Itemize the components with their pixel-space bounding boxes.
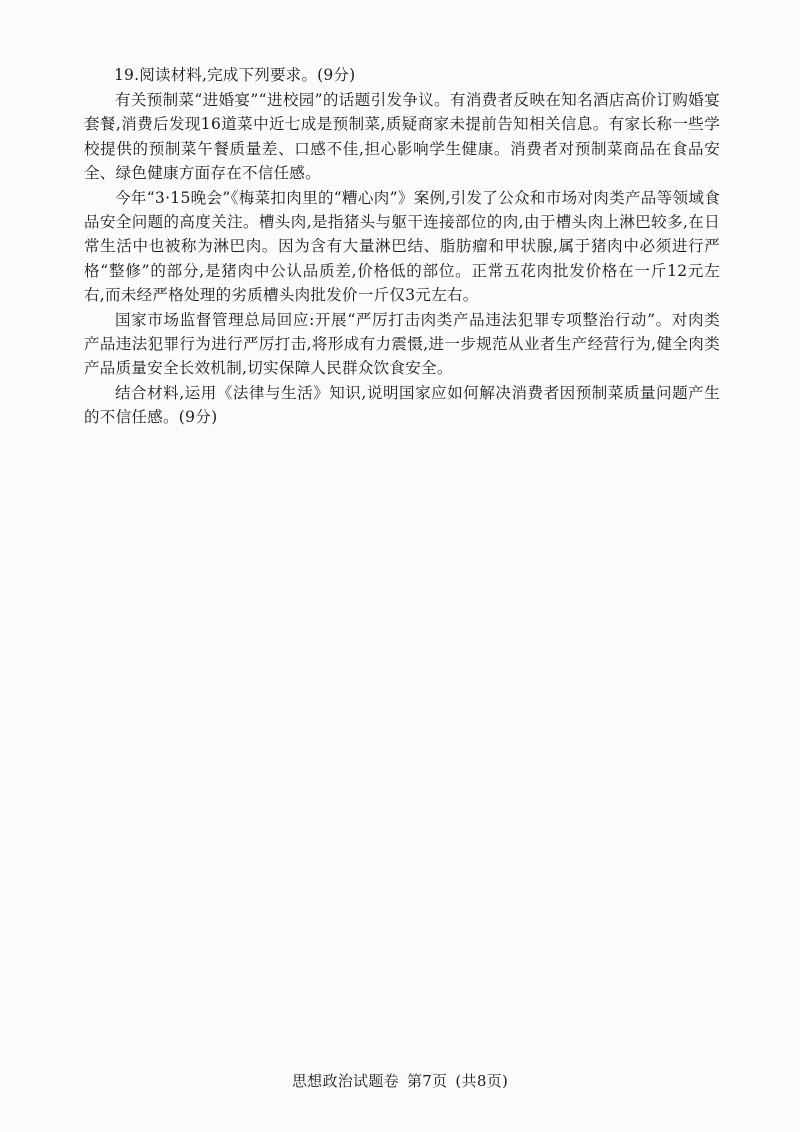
question-prompt: 结合材料,运用《法律与生活》知识,说明国家应如何解决消费者因预制菜质量问题产生的不信任感。(9分) <box>84 383 720 427</box>
footer-total-pages: (共8页) <box>455 1072 509 1090</box>
material-paragraph-3: 国家市场监督管理总局回应:开展“严厉打击肉类产品违法犯罪专项整治行动”。对肉类产品违法犯罪行为进行严厉打击,将形成有力震慑,进一步规范从业者生产经营行为,健全肉类产品质量安全长效机制,切实保障人民群众饮食安全。 <box>84 310 720 378</box>
question-title: 19.阅读材料,完成下列要求。(9分) <box>114 66 356 84</box>
question-block <box>84 64 720 430</box>
material-paragraph-2: 今年“3·15晚会”《梅菜扣肉里的“糟心肉”》案例,引发了公众和市场对肉类产品等领域食品安全问题的高度关注。槽头肉,是指猪头与躯干连接部位的肉,由于槽头肉上淋巴较多,在日常生活中也被称为淋巴肉。因为含有大量淋巴结、脂肪瘤和甲状腺,属于猪肉中必须进行严格“整修”的部分,是猪肉中公认品质差,价格低的部位。正常五花肉批发价格在一斤12元左右,而未经严格处理的劣质槽头肉批发价一斤仅3元左右。 <box>84 188 720 305</box>
material-paragraph-1: 有关预制菜“进婚宴”“进校园”的话题引发争议。有消费者反映在知名酒店高价订购婚宴套餐,消费后发现16道菜中近七成是预制菜,质疑商家未提前告知相关信息。有家长称一些学校提供的预制菜午餐质量差、口感不佳,担心影响学生健康。消费者对预制菜商品在食品安全、绿色健康方面存在不信任感。 <box>84 91 720 183</box>
footer-subject: 思想政治试题卷 <box>291 1072 399 1090</box>
footer-page-number: 第7页 <box>406 1072 448 1090</box>
page-footer <box>0 1070 800 1091</box>
